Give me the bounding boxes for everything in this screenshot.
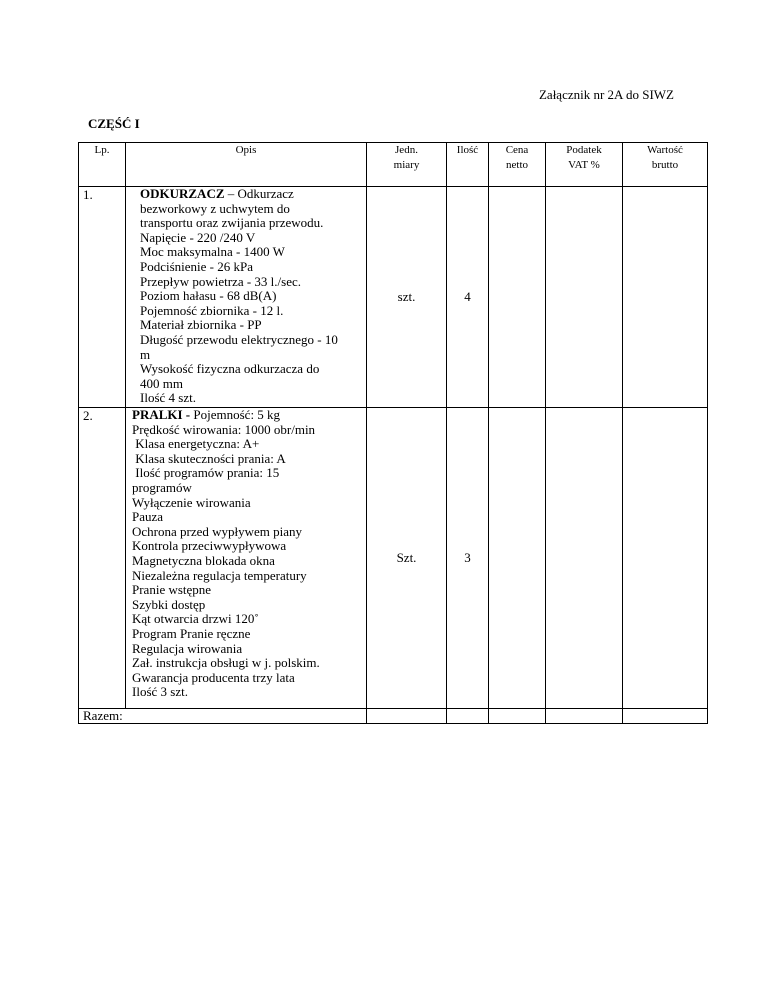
table-row xyxy=(79,408,708,709)
price-table xyxy=(78,142,708,724)
row-unit: szt. xyxy=(367,187,447,408)
header-gross-value: Wartość brutto xyxy=(623,143,708,187)
row-lp: 1. xyxy=(79,187,126,408)
row-qty: 4 xyxy=(447,187,489,408)
header-qty: Ilość xyxy=(447,143,489,187)
row-gross-value xyxy=(623,408,708,709)
total-qty xyxy=(447,709,489,724)
total-vat xyxy=(546,709,623,724)
total-net-price xyxy=(489,709,546,724)
row-description: PRALKI - Pojemność: 5 kg Prędkość wirowania: 1000 obr/min Klasa energetyczna: A+ Klasa skuteczności prania: A Ilość programów prania: 15 programów Wyłączenie wirowania Pauza Ochrona przed wypływem piany Kontrola przeciwwypływowa Magnetyczna blokada okna Niezależna regulacja temperatury Pranie wstępne Szybki dostęp Kąt otwarcia drzwi 120˚ Program Pranie ręczne Regulacja wirowania Zał. instrukcja obsługi w j. polskim. Gwarancja producenta trzy lata Ilość 3 szt. xyxy=(126,408,367,709)
row-unit: Szt. xyxy=(367,408,447,709)
row-vat xyxy=(546,187,623,408)
table-row xyxy=(79,187,708,408)
total-label: Razem: xyxy=(79,709,367,724)
row-vat xyxy=(546,408,623,709)
row-qty: 3 xyxy=(447,408,489,709)
header-lp: Lp. xyxy=(79,143,126,187)
row-description: ODKURZACZ – Odkurzacz bezworkowy z uchwytem do transportu oraz zwijania przewodu. Napięcie - 220 /240 V Moc maksymalna - 1400 W Podciśnienie - 26 kPa Przepływ powietrza - 33 l./sec. Poziom hałasu - 68 dB(A) Pojemność zbiornika - 12 l. Materiał zbiornika - PP Długość przewodu elektrycznego - 10 m Wysokość fizyczna odkurzacza do 400 mm Ilość 4 szt. xyxy=(126,187,367,408)
row-net-price xyxy=(489,408,546,709)
total-unit xyxy=(367,709,447,724)
row-gross-value xyxy=(623,187,708,408)
row-lp: 2. xyxy=(79,408,126,709)
row-net-price xyxy=(489,187,546,408)
product-title: ODKURZACZ xyxy=(140,186,225,201)
header-vat: Podatek VAT % xyxy=(546,143,623,187)
header-opis: Opis xyxy=(126,143,367,187)
header-unit: Jedn. miary xyxy=(367,143,447,187)
total-gross-value xyxy=(623,709,708,724)
header-net-price: Cena netto xyxy=(489,143,546,187)
total-row xyxy=(79,709,708,724)
annex-label: Załącznik nr 2A do SIWZ xyxy=(538,87,674,102)
section-title: CZĘŚĆ I xyxy=(88,116,140,131)
table-header-row xyxy=(79,143,708,187)
product-title: PRALKI - xyxy=(132,407,191,422)
